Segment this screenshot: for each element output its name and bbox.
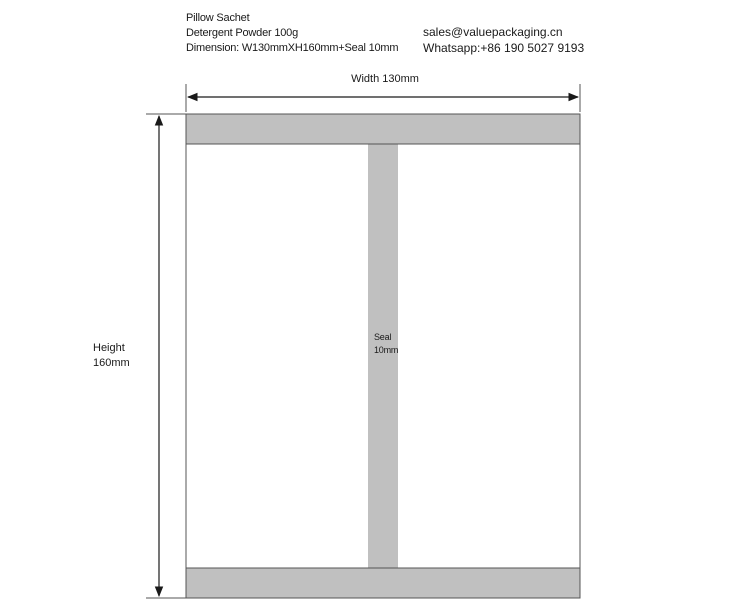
height-label-title: Height [93,342,125,354]
product-dimension: Dimension: W130mmXH160mm+Seal 10mm [186,42,399,54]
contact-whatsapp: Whatsapp:+86 190 5027 9193 [423,41,585,55]
seal-label-title: Seal [374,332,392,342]
height-label-value: 160mm [93,357,130,369]
product-name: Pillow Sachet [186,12,250,24]
seal-label [374,331,398,357]
seal-label-value: 10mm [374,345,399,355]
contact-email: sales@valuepackaging.cn [423,25,563,39]
product-content: Detergent Powder 100g [186,27,298,39]
width-label: Width 130mm [351,73,419,85]
